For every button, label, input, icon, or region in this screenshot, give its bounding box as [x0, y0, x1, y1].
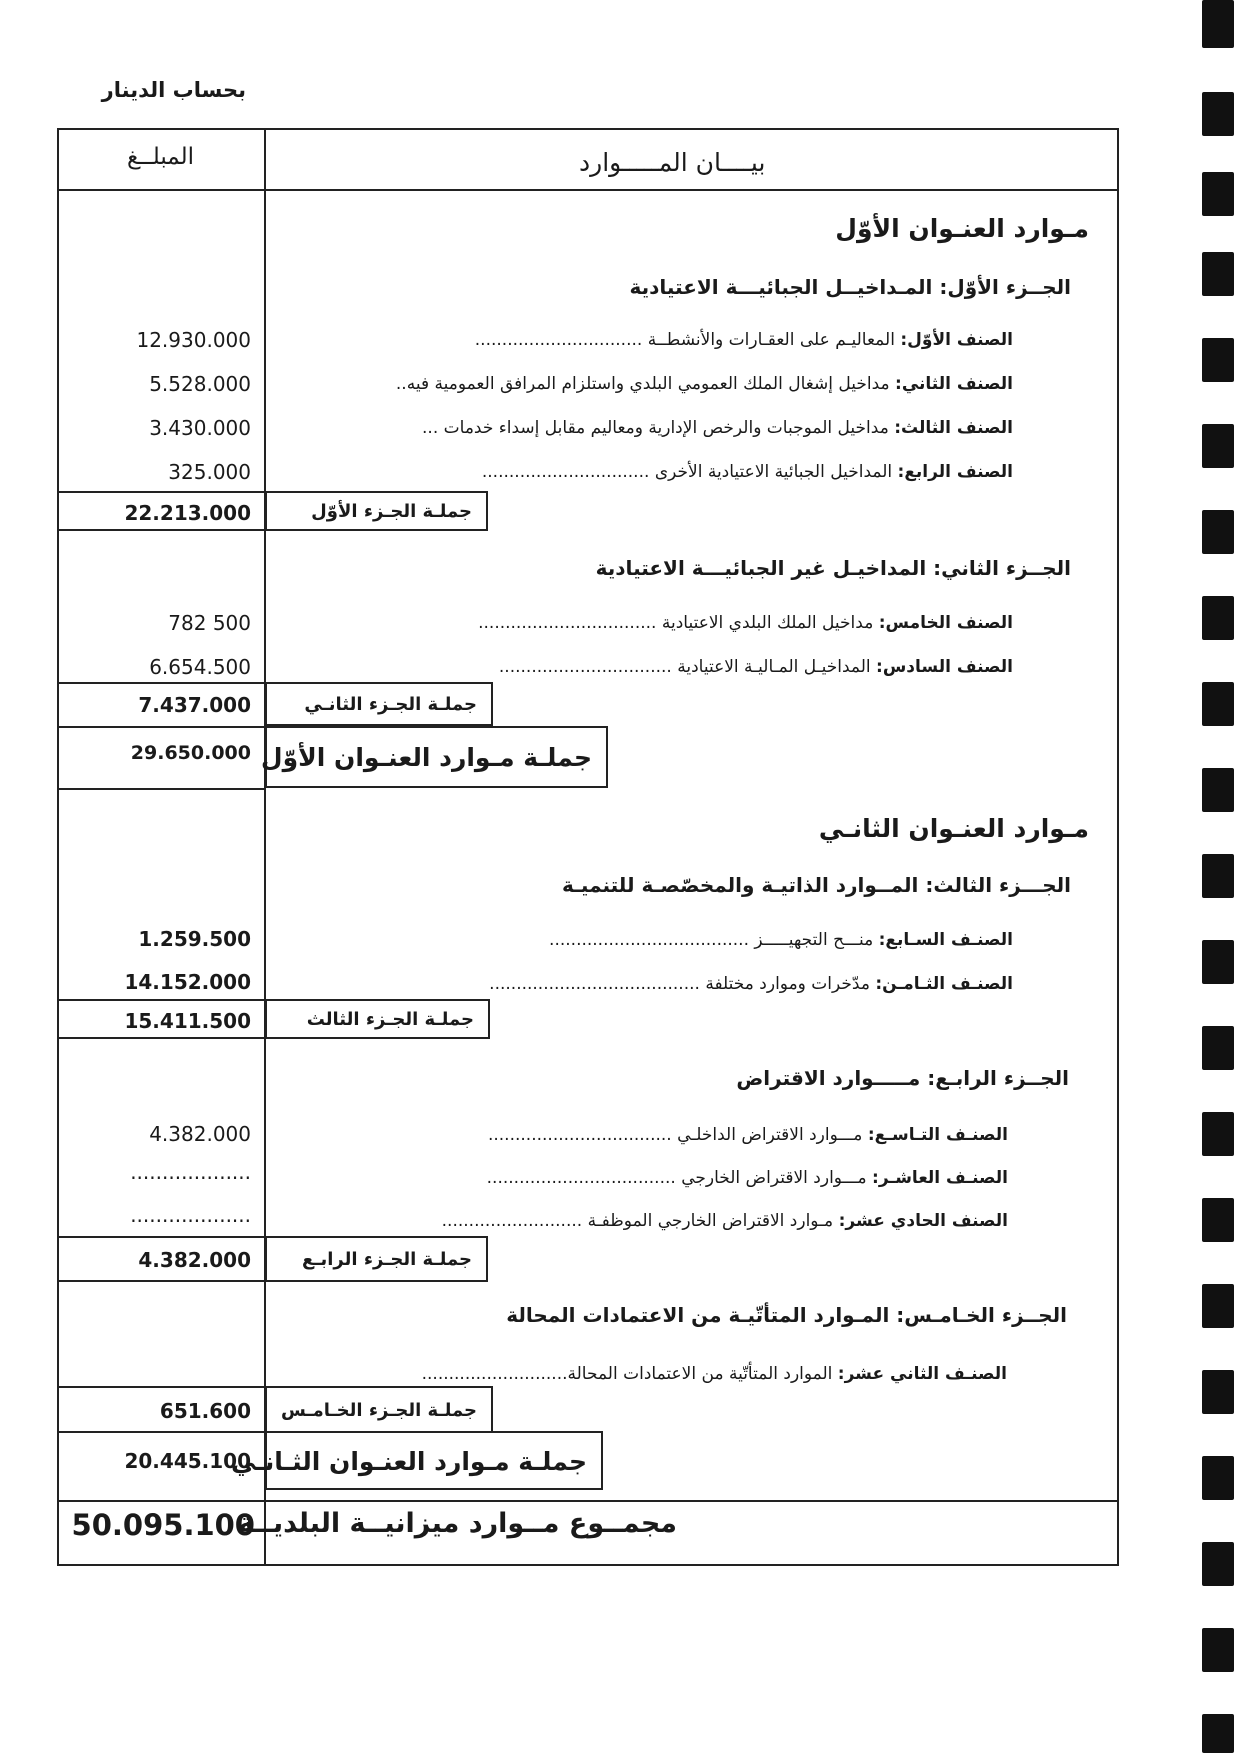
- header-amount: المبلــغ: [127, 144, 194, 170]
- part1-category-4: الصنف الرابع: المداخيل الجبائية الاعتيادية الأخرى ...............................: [481, 462, 1013, 482]
- grand-total-rule: [59, 1500, 1117, 1502]
- part4-title: الجــزء الرابـع: مـــــوارد الاقتراض: [736, 1066, 1069, 1090]
- title1-heading: مـوارد العنـوان الأوّل: [835, 214, 1089, 243]
- part2-total: 7.437.000: [138, 693, 251, 717]
- part3-total-label: جملـة الجـزء الثالث: [265, 999, 490, 1039]
- part4-category-9-amount: 4.382.000: [149, 1122, 251, 1146]
- title1-total-rule-bottom: [59, 788, 266, 790]
- part5-total: 651.600: [159, 1399, 251, 1423]
- part4-total-rule-bottom: [59, 1280, 266, 1282]
- part1-category-1: الصنف الأوّل: المعاليـم على العقـارات والأنشطــة ...............................: [474, 330, 1013, 350]
- part2-total-label: جملـة الجـزء الثانـي: [265, 682, 493, 726]
- part1-title: الجــزء الأوّل: المـداخيــل الجبائيـــة الاعتيادية: [629, 275, 1071, 299]
- part1-category-1-amount: 12.930.000: [136, 328, 251, 352]
- part4-category-10-amount: ...................: [130, 1160, 251, 1184]
- title2-heading: مـوارد العنـوان الثانـي: [818, 814, 1089, 843]
- part1-category-2-amount: 5.528.000: [149, 372, 251, 396]
- part1-total-rule-bottom: [59, 529, 266, 531]
- part3-category-7: الصنـف السـابع: منـــح التجهيـــــز .....................................: [549, 930, 1013, 950]
- binding-edge-marks: [1196, 0, 1240, 1753]
- part2-category-5-amount: 782 500: [168, 611, 251, 635]
- part1-category-3-amount: 3.430.000: [149, 416, 251, 440]
- part4-category-9: الصنـف التـاسـع: مـــوارد الاقتراض الداخلـي ..................................: [487, 1125, 1008, 1145]
- column-divider: [264, 130, 266, 1564]
- part4-category-10: الصنـف العاشـر: مـــوارد الاقتراض الخارجي ...................................: [486, 1168, 1008, 1188]
- title1-total-label: جملـة مـوارد العنـوان الأوّل: [265, 726, 608, 788]
- header-divider: [59, 189, 1117, 191]
- part3-title: الجـــزء الثالث: المــوارد الذاتيـة والمخصّصـة للتنميـة: [561, 873, 1071, 897]
- part3-category-8: الصنـف الثـامـن: مدّخرات وموارد مختلفة .......................................: [489, 974, 1013, 994]
- part3-category-8-amount: 14.152.000: [124, 970, 251, 994]
- part1-total: 22.213.000: [124, 501, 251, 525]
- part2-category-6: الصنف السادس: المداخيـل المـاليـة الاعتيادية ................................: [498, 657, 1013, 677]
- part1-category-2: الصنف الثاني: مداخيل إشغال الملك العمومي البلدي واستلزام المرافق العمومية فيه..: [395, 374, 1013, 394]
- grand-total: 50.095.100: [71, 1508, 255, 1542]
- grand-total-label: مجمــوع مــوارد ميزانيــة البلديــة: [238, 1508, 677, 1539]
- part1-category-3: الصنف الثالث: مداخيل الموجبات والرخص الإدارية ومعاليم مقابل إسداء خدمات ...: [422, 418, 1013, 438]
- part1-total-label: جملـة الجـزء الأوّل: [265, 491, 488, 531]
- part3-category-7-amount: 1.259.500: [138, 927, 251, 951]
- title1-total: 29.650.000: [130, 742, 251, 764]
- part2-title: الجــزء الثاني: المداخيـل غير الجبائيـــة الاعتيادية: [595, 556, 1071, 580]
- title2-total: 20.445.100: [124, 1449, 251, 1473]
- part5-title: الجــزء الخـامـس: المـوارد المتأتّيـة من الاعتمادات المحالة: [506, 1303, 1067, 1327]
- resources-table: [57, 128, 1119, 1566]
- currency-label: بحساب الدينار: [101, 78, 246, 102]
- part5-category-12: الصنـف الثاني عشر: الموارد المتأتّية من الاعتمادات المحالة...........................: [421, 1364, 1007, 1384]
- part4-total: 4.382.000: [138, 1248, 251, 1272]
- title2-total-label: جملـة مـوارد العنـوان الثـانـي: [265, 1431, 603, 1490]
- part3-total: 15.411.500: [124, 1009, 251, 1033]
- part4-total-label: جملـة الجـزء الرابـع: [265, 1236, 488, 1282]
- part2-total-rule-bottom: [59, 726, 266, 728]
- part3-total-rule-bottom: [59, 1037, 266, 1039]
- part5-total-label: جملـة الجـزء الخـامـس: [265, 1386, 493, 1433]
- part4-category-11: الصنف الحادي عشر: مـوارد الاقتراض الخارجي الموظفـة ..........................: [441, 1211, 1008, 1231]
- part1-category-4-amount: 325.000: [168, 460, 251, 484]
- part4-category-11-amount: ...................: [130, 1203, 251, 1227]
- header-description: بيــــان المـــــوارد: [579, 148, 766, 177]
- part2-category-5: الصنف الخامس: مداخيل الملك البلدي الاعتيادية .................................: [478, 613, 1013, 633]
- part2-category-6-amount: 6.654.500: [149, 655, 251, 679]
